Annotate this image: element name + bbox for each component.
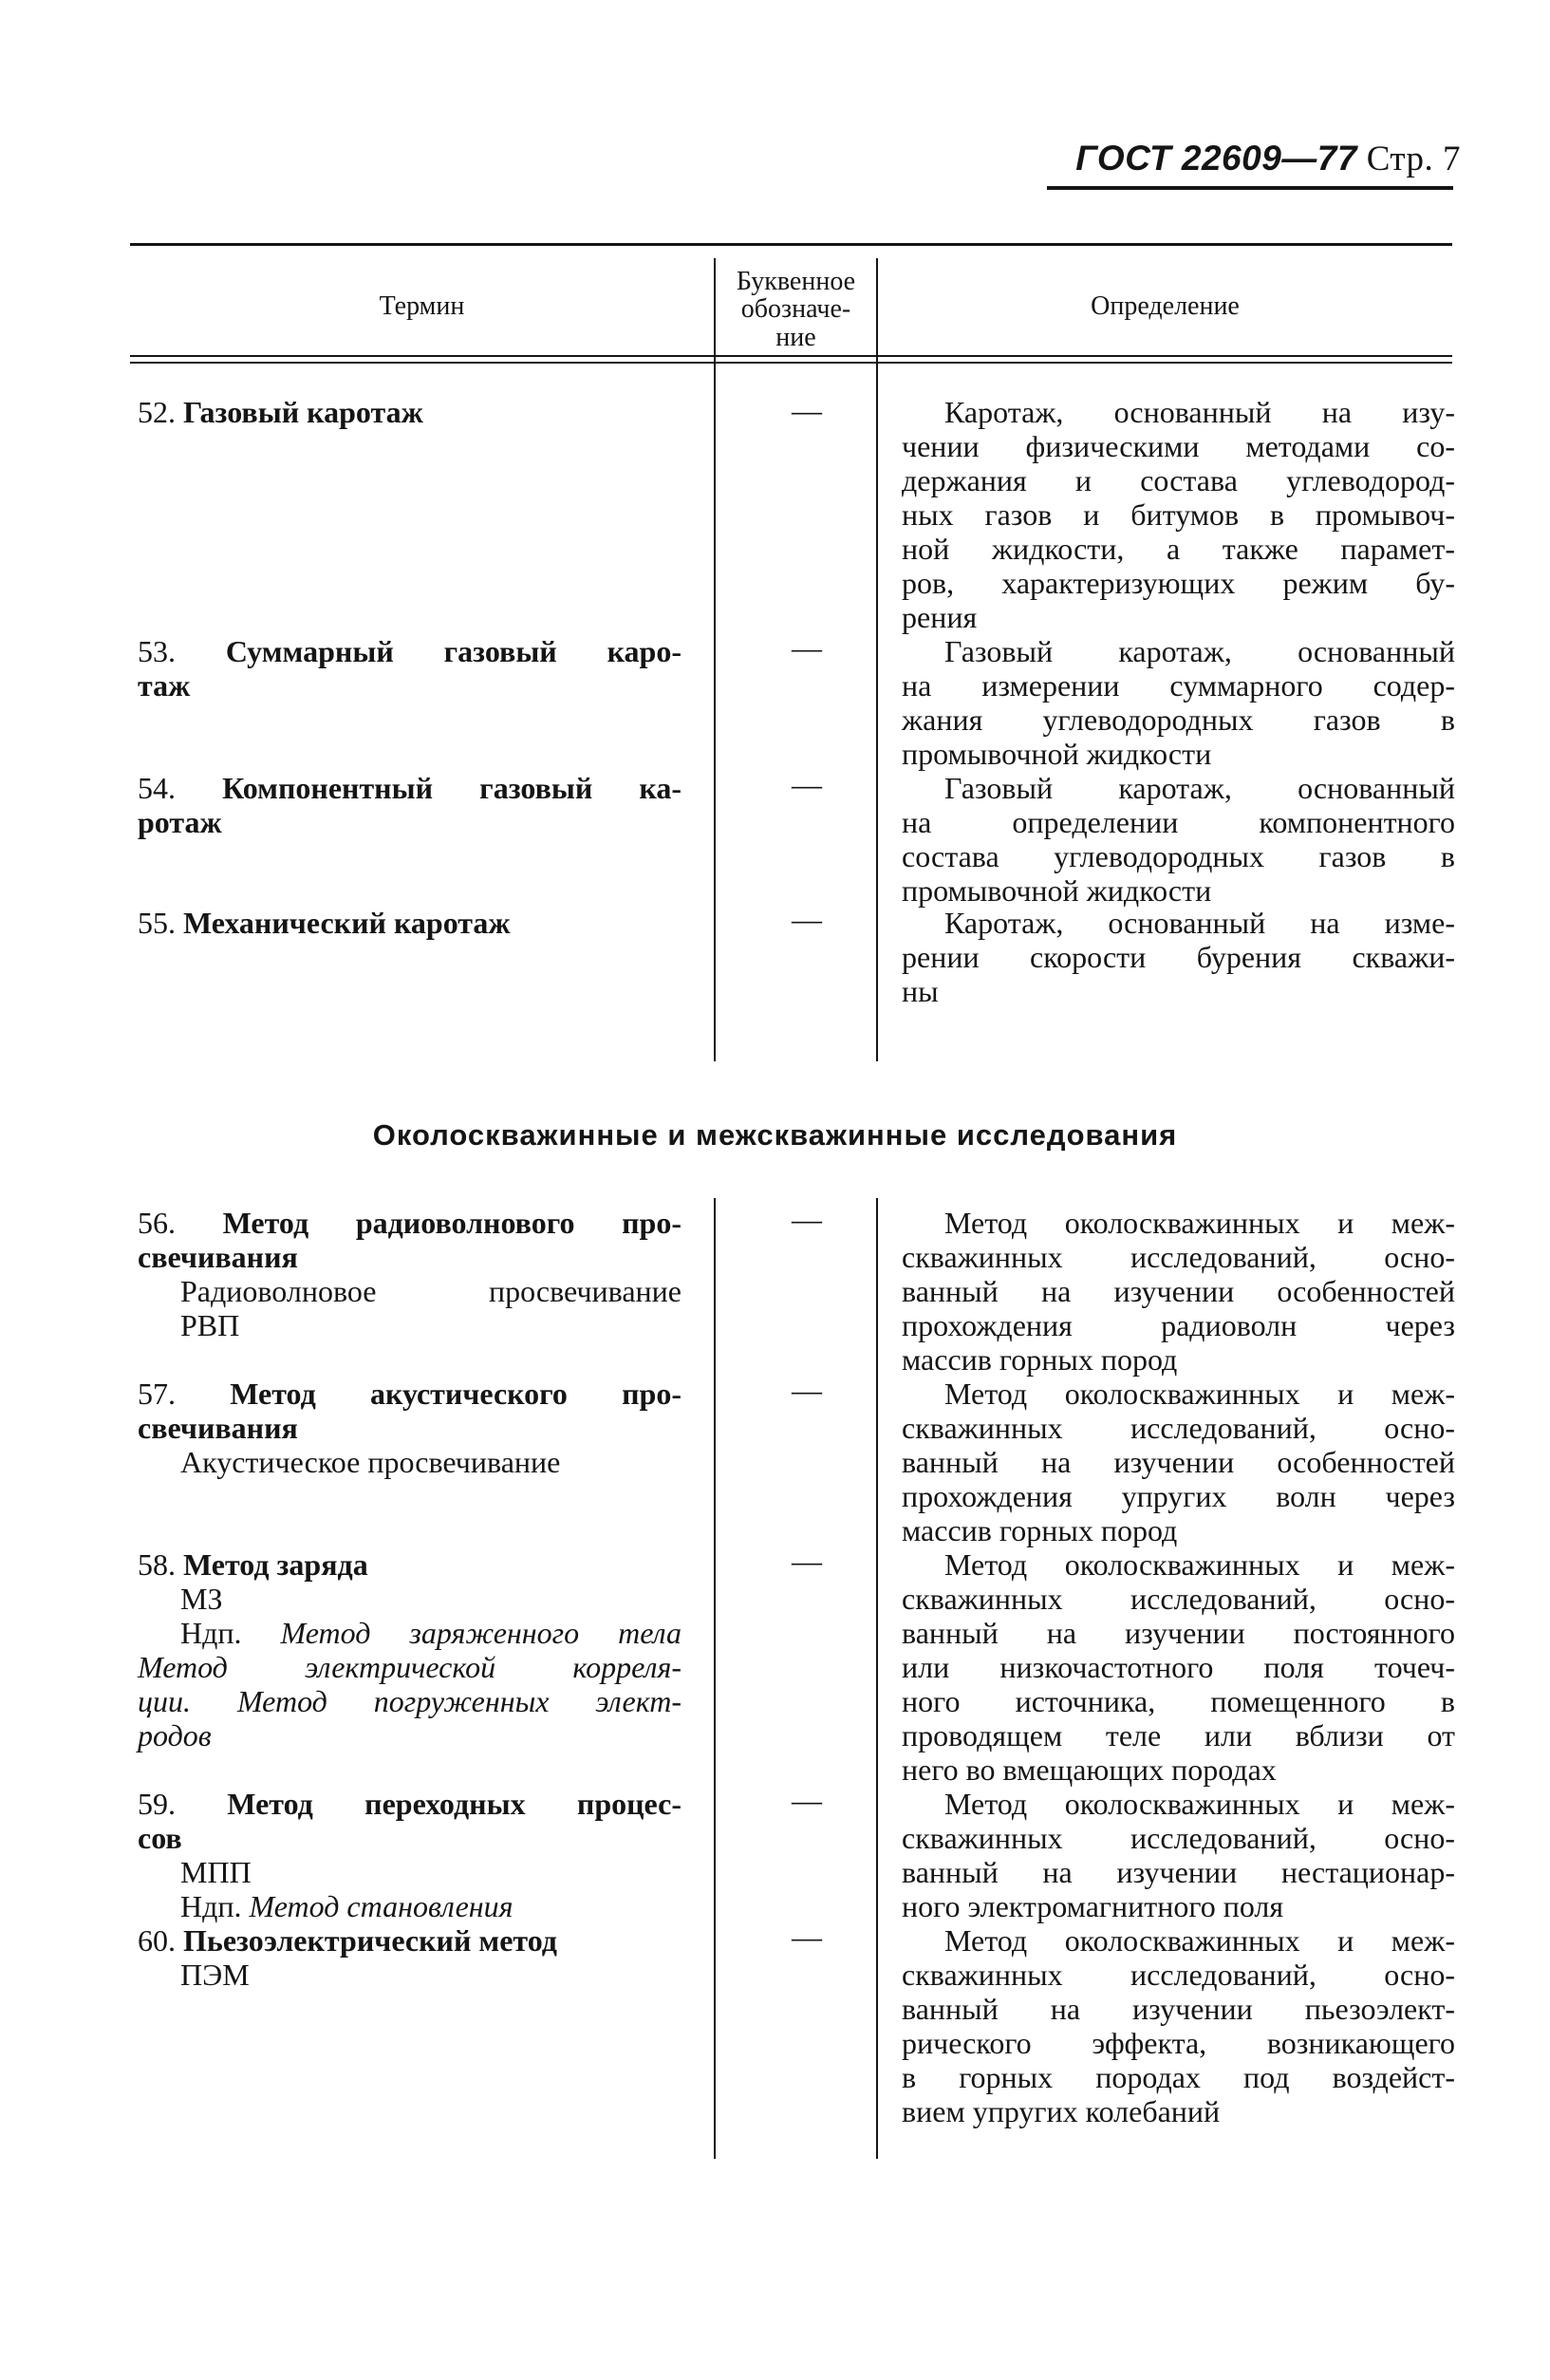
symbol-52: — bbox=[792, 393, 822, 427]
term-53: 53. Суммарный газовый каро- таж bbox=[138, 634, 682, 703]
page-header bbox=[1075, 139, 1461, 179]
table-head-rule bbox=[130, 355, 1452, 357]
term-57: 57. Метод акустического про- свечивания Акустическое просвечивание bbox=[138, 1377, 682, 1479]
column-divider bbox=[876, 1198, 878, 2159]
term-54: 54. Компонентный газовый ка- ротаж bbox=[138, 771, 682, 839]
definition-57: Метод околоскважинных и меж- скважинных исследований, осно- ванный на изучении особенностей прохождения упругих волн через массив горных пород bbox=[902, 1377, 1455, 1547]
definition-55: Каротаж, основанный на изме- рении скорости бурения скважи- ны bbox=[902, 906, 1455, 1008]
symbol-57: — bbox=[792, 1373, 822, 1407]
term-58: 58. Метод заряда МЗ Ндп. Метод заряженного тела Метод электрической корреля- ции. Метод погруженных элект- родов bbox=[138, 1547, 682, 1752]
term-59: 59. Метод переходных процес- сов МПП Ндп. Метод становления bbox=[138, 1787, 682, 1923]
definition-56: Метод околоскважинных и меж- скважинных исследований, осно- ванный на изучении особенностей прохождения радиоволн через массив горных пород bbox=[902, 1206, 1455, 1377]
column-header-symbol: Буквенное обозначе- ние bbox=[736, 267, 856, 352]
definition-53: Газовый каротаж, основанный на измерении суммарного содер- жания углеводородных газов в промывочной жидкости bbox=[902, 634, 1455, 771]
section-title: Околоскважинные и межскважинные исследования bbox=[372, 1118, 1178, 1152]
symbol-54: — bbox=[792, 767, 822, 801]
column-divider bbox=[714, 258, 716, 1061]
definition-60: Метод околоскважинных и меж- скважинных исследований, осно- ванный на изучении пьезоэлект- рического эффекта, возникающего в горных породах под воздейст- вием упругих колебаний bbox=[902, 1923, 1455, 2128]
term-52: 52. Газовый каротаж bbox=[138, 395, 423, 429]
term-55: 55. Механический каротаж bbox=[138, 906, 511, 940]
definition-54: Газовый каротаж, основанный на определении компонентного состава углеводородных газов в промывочной жидкости bbox=[902, 771, 1455, 908]
term-56: 56. Метод радиоволнового про- свечивания Радиоволновое просвечивание РВП bbox=[138, 1206, 682, 1342]
column-divider bbox=[714, 1198, 716, 2159]
table-top-rule bbox=[130, 243, 1452, 246]
column-header-definition: Определение bbox=[1091, 291, 1240, 321]
header-rule bbox=[1047, 186, 1453, 190]
symbol-59: — bbox=[792, 1783, 822, 1817]
symbol-55: — bbox=[792, 902, 822, 936]
page-number: Стр. 7 bbox=[1366, 140, 1461, 178]
definition-52: Каротаж, основанный на изу- чении физическими методами со- держания и состава углеводород- ных газов и битумов в промывоч- ной жидкости, а также парамет- ров, характеризующих режим бу- рения bbox=[902, 395, 1455, 634]
term-60: 60. Пьезоэлектрический метод ПЭМ bbox=[138, 1923, 557, 1992]
symbol-58: — bbox=[792, 1544, 822, 1578]
definition-59: Метод околоскважинных и меж- скважинных исследований, осно- ванный на изучении нестационар- ного электромагнитного поля bbox=[902, 1787, 1455, 1923]
column-divider bbox=[876, 258, 878, 1061]
symbol-56: — bbox=[792, 1202, 822, 1236]
standard-code: ГОСТ 22609—77 bbox=[1075, 139, 1357, 178]
symbol-60: — bbox=[792, 1920, 822, 1954]
definition-58: Метод околоскважинных и меж- скважинных исследований, осно- ванный на изучении постоянного или низкочастотного поля точеч- ного источника, помещенного в проводящем теле или вблизи от него во вмещающих породах bbox=[902, 1547, 1455, 1787]
column-header-term: Термин bbox=[379, 291, 465, 321]
symbol-53: — bbox=[792, 630, 822, 665]
table-head-rule-2 bbox=[130, 362, 1452, 364]
